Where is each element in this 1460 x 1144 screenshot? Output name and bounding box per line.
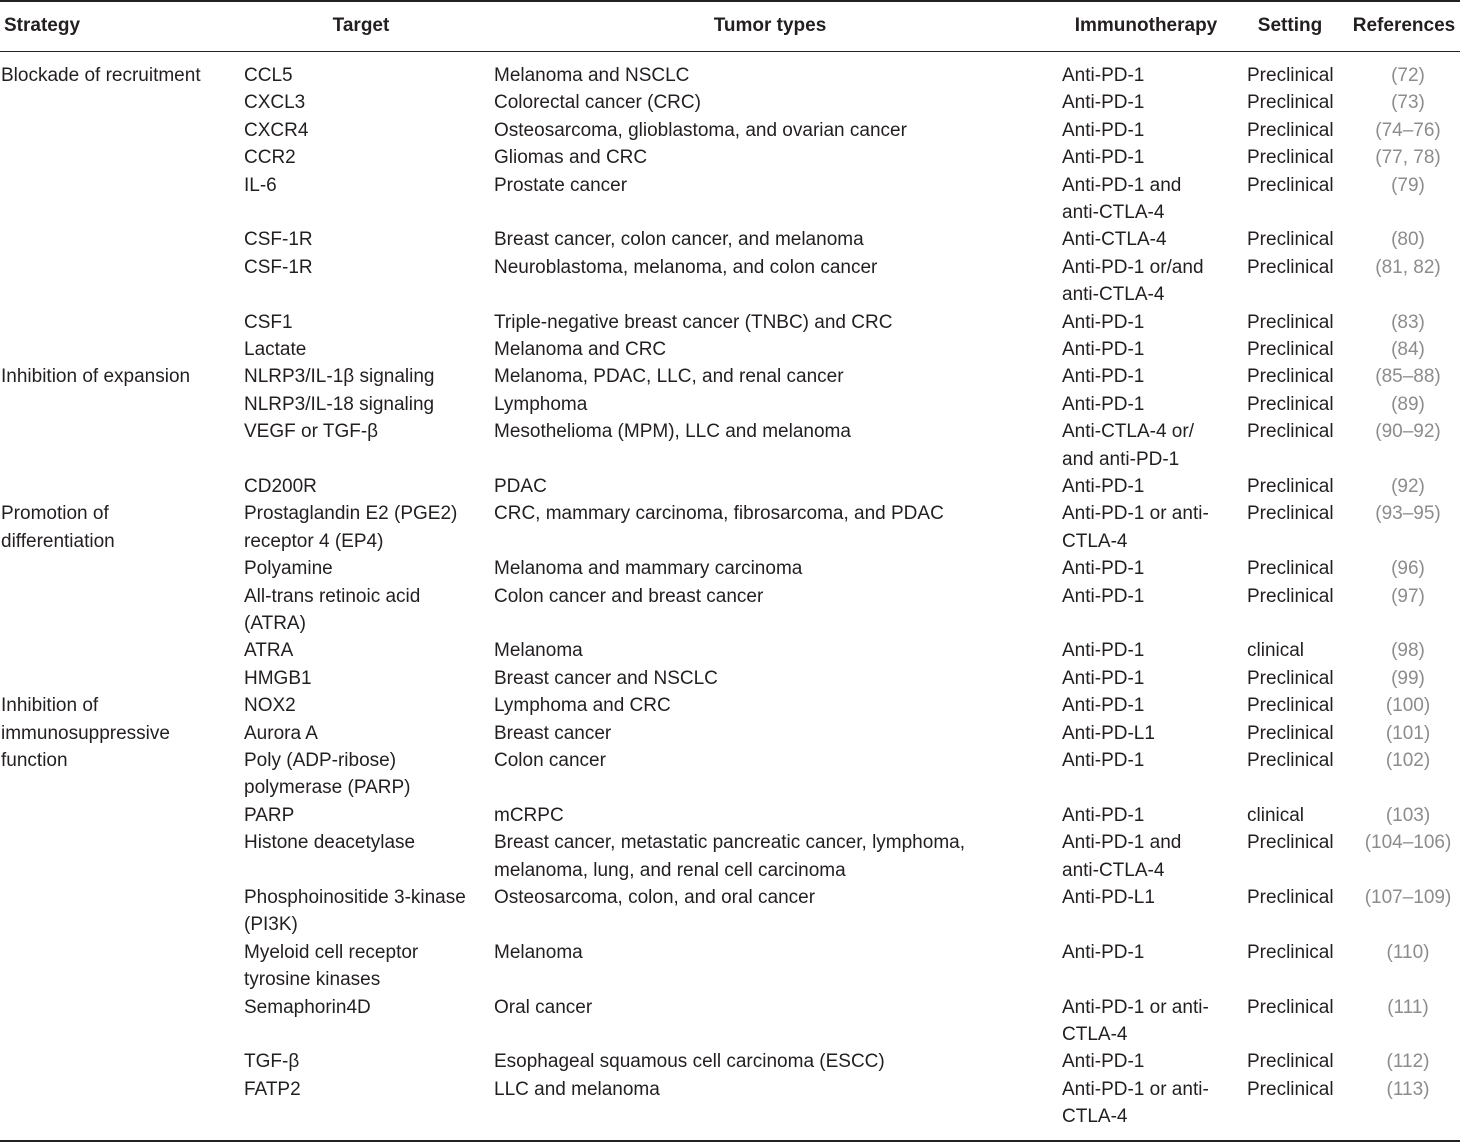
cell-tumor: Triple-negative breast cancer (TNBC) and CRC (494, 311, 893, 333)
cell-reference-link[interactable]: (101) (1385, 722, 1431, 744)
cell-immuno: Anti-PD-1 and (1062, 832, 1182, 854)
cell-target: CCR2 (244, 147, 296, 169)
cell-setting: Preclinical (1247, 366, 1334, 388)
cell-reference-link[interactable]: (93–95) (1375, 503, 1441, 525)
cell-reference-link[interactable]: (79) (1391, 174, 1425, 196)
cell-target: CSF-1R (244, 229, 313, 251)
cell-immuno: Anti-PD-1 (1062, 558, 1145, 580)
cell-setting: Preclinical (1247, 174, 1334, 196)
cell-target: (ATRA) (244, 613, 306, 634)
cell-setting: Preclinical (1247, 996, 1334, 1018)
cell-target: Prostaglandin E2 (PGE2) (244, 503, 458, 525)
cell-tumor: Oral cancer (494, 996, 593, 1018)
cell-strategy: Inhibition of (1, 695, 99, 717)
cell-setting: clinical (1247, 804, 1305, 826)
cell-strategy: differentiation (1, 530, 115, 552)
cell-tumor: Mesothelioma (MPM), LLC and melanoma (494, 421, 851, 443)
cell-strategy: Blockade of recruitment (1, 65, 201, 86)
cell-immuno: Anti-PD-1 (1062, 92, 1145, 114)
cell-immuno: and anti-PD-1 (1062, 448, 1180, 470)
cell-immuno: Anti-PD-L1 (1062, 722, 1155, 744)
cell-target: FATP2 (244, 1078, 301, 1100)
cell-reference-link[interactable]: (81, 82) (1375, 256, 1441, 278)
cell-target: CSF-1R (244, 256, 313, 278)
cell-setting: Preclinical (1247, 503, 1334, 525)
cell-target: Polyamine (244, 558, 333, 580)
cell-target: CXCR4 (244, 119, 309, 141)
cell-target: CD200R (244, 476, 317, 497)
cell-target: ATRA (244, 640, 294, 662)
cell-setting: Preclinical (1247, 558, 1334, 580)
cell-setting: Preclinical (1247, 832, 1334, 854)
cell-target: Poly (ADP-ribose) (244, 750, 397, 771)
cell-immuno: Anti-PD-1 (1062, 119, 1145, 141)
cell-reference-link[interactable]: (112) (1386, 1051, 1430, 1073)
cell-setting: Preclinical (1247, 1078, 1334, 1100)
cell-target: (PI3K) (244, 914, 298, 936)
cell-strategy: Promotion of (1, 503, 109, 525)
cell-target: polymerase (PARP) (244, 777, 411, 799)
cell-target: Myeloid cell receptor (244, 941, 419, 963)
cell-target: TGF-β (244, 1051, 300, 1073)
cell-tumor: Prostate cancer (494, 174, 628, 196)
cell-immuno: CTLA-4 (1062, 530, 1128, 552)
cell-reference-link[interactable]: (90–92) (1375, 421, 1441, 443)
cell-tumor: Esophageal squamous cell carcinoma (ESCC) (494, 1051, 885, 1073)
cell-reference-link[interactable]: (74–76) (1375, 119, 1441, 141)
cell-setting: Preclinical (1247, 229, 1334, 251)
cell-immuno: Anti-PD-1 or anti- (1062, 503, 1209, 525)
cell-reference-link[interactable]: (80) (1391, 229, 1425, 251)
cell-tumor: Lymphoma (494, 393, 588, 415)
cell-setting: Preclinical (1247, 941, 1334, 963)
cell-tumor: LLC and melanoma (494, 1078, 660, 1100)
cell-tumor: Melanoma and NSCLC (494, 65, 690, 86)
cell-setting: Preclinical (1247, 750, 1334, 771)
cell-setting: Preclinical (1247, 311, 1334, 333)
cell-target: Histone deacetylase (244, 832, 416, 854)
cell-immuno: Anti-PD-1 (1062, 941, 1145, 963)
cell-target: Lactate (244, 339, 307, 360)
cell-setting: Preclinical (1247, 722, 1334, 744)
cell-reference-link[interactable]: (84) (1391, 339, 1425, 360)
cell-immuno: Anti-PD-1 and (1062, 174, 1182, 196)
cell-immuno: Anti-PD-1 (1062, 750, 1145, 771)
cell-immuno: Anti-CTLA-4 or/ (1062, 421, 1194, 443)
cell-immuno: anti-CTLA-4 (1062, 859, 1165, 881)
cell-immuno: Anti-PD-1 (1062, 366, 1145, 388)
cell-reference-link[interactable]: (73) (1391, 92, 1425, 114)
cell-immuno: Anti-PD-1 (1062, 695, 1145, 717)
cell-setting: Preclinical (1247, 476, 1334, 497)
cell-target: All-trans retinoic acid (244, 585, 421, 607)
cell-reference-link[interactable]: (89) (1391, 393, 1425, 415)
header-rule (0, 51, 1460, 52)
cell-target: Phosphoinositide 3-kinase (244, 887, 466, 908)
cell-tumor: Melanoma, PDAC, LLC, and renal cancer (494, 366, 844, 388)
cell-setting: Preclinical (1247, 92, 1334, 114)
cell-setting: Preclinical (1247, 65, 1334, 86)
cell-setting: clinical (1247, 640, 1305, 662)
cell-immuno: Anti-PD-1 (1062, 667, 1145, 689)
cell-reference-link[interactable]: (102) (1385, 750, 1431, 771)
cell-immuno: CTLA-4 (1062, 1106, 1128, 1128)
cell-target: CXCL3 (244, 92, 306, 114)
cell-tumor: Melanoma and mammary carcinoma (494, 558, 803, 580)
cell-tumor: Osteosarcoma, colon, and oral cancer (494, 887, 816, 908)
cell-target: receptor 4 (EP4) (244, 530, 384, 552)
header-strategy: Strategy (3, 15, 81, 36)
cell-tumor: Breast cancer, metastatic pancreatic cancer, lymphoma, (494, 832, 965, 854)
cell-strategy: immunosuppressive (1, 722, 170, 744)
cell-tumor: Breast cancer (494, 722, 612, 744)
cell-immuno: Anti-PD-1 or/and (1062, 256, 1204, 278)
cell-tumor: PDAC (494, 476, 547, 497)
header-target: Target (332, 15, 390, 36)
header-references: References (1352, 15, 1456, 36)
cell-setting: Preclinical (1247, 667, 1334, 689)
cell-reference-link[interactable]: (111) (1387, 996, 1429, 1018)
cell-reference-link[interactable]: (72) (1391, 65, 1425, 86)
cell-tumor: Melanoma (494, 941, 583, 963)
header-tumor-types: Tumor types (713, 15, 827, 36)
table-top-rule (0, 0, 1460, 2)
cell-tumor: Neuroblastoma, melanoma, and colon cancer (494, 256, 878, 278)
cell-reference-link[interactable]: (85–88) (1375, 366, 1441, 388)
cell-tumor: Colon cancer (494, 750, 606, 771)
cell-reference-link[interactable]: (83) (1391, 311, 1425, 333)
cell-immuno: Anti-PD-1 (1062, 476, 1145, 497)
cell-immuno: Anti-PD-1 or anti- (1062, 1078, 1209, 1100)
cell-tumor: mCRPC (494, 804, 564, 826)
cell-reference-link[interactable]: (77, 78) (1375, 147, 1441, 169)
cell-setting: Preclinical (1247, 339, 1334, 360)
header-immunotherapy: Immunotherapy (1074, 15, 1218, 36)
cell-target: tyrosine kinases (244, 969, 381, 991)
cell-setting: Preclinical (1247, 147, 1334, 169)
cell-target: NOX2 (244, 695, 296, 717)
cell-reference-link[interactable]: (92) (1391, 476, 1425, 497)
cell-tumor: Colorectal cancer (CRC) (494, 92, 701, 114)
cell-setting: Preclinical (1247, 421, 1334, 443)
cell-immuno: Anti-PD-1 (1062, 65, 1145, 86)
cell-tumor: Osteosarcoma, glioblastoma, and ovarian cancer (494, 119, 907, 141)
cell-setting: Preclinical (1247, 887, 1334, 908)
cell-tumor: Lymphoma and CRC (494, 695, 671, 717)
cell-strategy: function (1, 750, 68, 771)
cell-immuno: Anti-PD-1 (1062, 339, 1145, 360)
cell-target: CCL5 (244, 65, 293, 86)
cell-setting: Preclinical (1247, 119, 1334, 141)
cell-target: CSF1 (244, 311, 293, 333)
cell-tumor: melanoma, lung, and renal cell carcinoma (494, 859, 846, 881)
cell-reference-link[interactable]: (96) (1391, 558, 1425, 580)
cell-tumor: CRC, mammary carcinoma, fibrosarcoma, and PDAC (494, 503, 944, 525)
cell-reference-link[interactable]: (99) (1391, 667, 1425, 689)
header-setting: Setting (1257, 15, 1323, 36)
table-bottom-rule (0, 1140, 1460, 1142)
cell-immuno: Anti-PD-1 (1062, 804, 1145, 826)
cell-target: VEGF or TGF-β (244, 421, 379, 443)
cell-reference-link[interactable]: (97) (1391, 585, 1425, 607)
cell-setting: Preclinical (1247, 695, 1334, 717)
cell-setting: Preclinical (1247, 256, 1334, 278)
cell-tumor: Melanoma and CRC (494, 339, 667, 360)
cell-immuno: Anti-PD-1 (1062, 311, 1145, 333)
cell-setting: Preclinical (1247, 1051, 1334, 1073)
cell-reference-link[interactable]: (104–106) (1364, 832, 1452, 854)
cell-target: PARP (244, 804, 295, 826)
cell-reference-link[interactable]: (98) (1391, 640, 1425, 662)
cell-immuno: anti-CTLA-4 (1062, 202, 1165, 223)
cell-strategy: Inhibition of expansion (1, 366, 191, 388)
cell-target: IL-6 (244, 174, 277, 196)
cell-target: HMGB1 (244, 667, 312, 689)
cell-target: NLRP3/IL-18 signaling (244, 393, 435, 415)
cell-immuno: anti-CTLA-4 (1062, 284, 1165, 306)
cell-immuno: CTLA-4 (1062, 1024, 1128, 1045)
cell-tumor: Melanoma (494, 640, 583, 662)
cell-immuno: Anti-PD-1 (1062, 1051, 1145, 1073)
cell-setting: Preclinical (1247, 585, 1334, 607)
cell-setting: Preclinical (1247, 393, 1334, 415)
cell-immuno: Anti-PD-1 (1062, 640, 1145, 662)
cell-immuno: Anti-PD-1 (1062, 585, 1145, 607)
cell-immuno: Anti-PD-L1 (1062, 887, 1155, 908)
cell-target: Semaphorin4D (244, 996, 371, 1018)
cell-reference-link[interactable]: (113) (1386, 1078, 1430, 1100)
cell-tumor: Breast cancer and NSCLC (494, 667, 718, 689)
cell-immuno: Anti-CTLA-4 (1062, 229, 1167, 251)
cell-tumor: Colon cancer and breast cancer (494, 585, 764, 607)
cell-tumor: Gliomas and CRC (494, 147, 648, 169)
cell-immuno: Anti-PD-1 or anti- (1062, 996, 1209, 1018)
cell-reference-link[interactable]: (103) (1385, 804, 1431, 826)
cell-target: NLRP3/IL-1β signaling (244, 366, 435, 388)
cell-reference-link[interactable]: (107–109) (1364, 887, 1452, 908)
cell-immuno: Anti-PD-1 (1062, 393, 1145, 415)
cell-tumor: Breast cancer, colon cancer, and melanoma (494, 229, 864, 251)
cell-target: Aurora A (244, 722, 318, 744)
cell-reference-link[interactable]: (110) (1386, 941, 1430, 963)
cell-immuno: Anti-PD-1 (1062, 147, 1145, 169)
cell-reference-link[interactable]: (100) (1385, 695, 1431, 717)
